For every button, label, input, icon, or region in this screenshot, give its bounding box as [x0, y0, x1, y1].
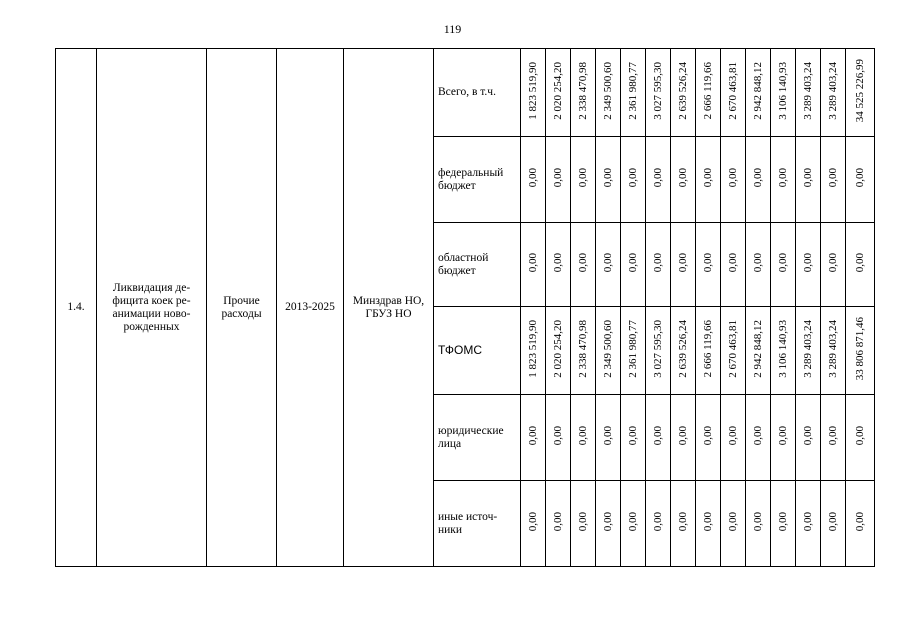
value-cell: 0,00 [571, 137, 596, 223]
value-cell: 0,00 [521, 395, 546, 481]
source-label: областной бюджет [434, 223, 521, 307]
value-cell: 0,00 [621, 137, 646, 223]
source-label: федеральный бюджет [434, 137, 521, 223]
value-cell: 2 020 254,20 [546, 49, 571, 137]
value-cell: 0,00 [821, 223, 846, 307]
value-cell: 0,00 [746, 481, 771, 567]
value-cell: 2 349 500,60 [596, 49, 621, 137]
value-cell: 0,00 [721, 223, 746, 307]
value-cell: 0,00 [696, 223, 721, 307]
activity-name: Ликвидация де-фицита коек ре-анимации ново-рожденных [97, 49, 207, 567]
value-cell: 0,00 [571, 223, 596, 307]
value-cell: 0,00 [671, 395, 696, 481]
value-cell: 0,00 [546, 481, 571, 567]
total-cell: 34 525 226,99 [846, 49, 875, 137]
value-cell: 0,00 [696, 395, 721, 481]
value-cell: 0,00 [571, 395, 596, 481]
value-cell: 0,00 [546, 137, 571, 223]
value-cell: 3 289 403,24 [821, 49, 846, 137]
expense-type: Прочие расходы [207, 49, 277, 567]
value-cell: 0,00 [521, 137, 546, 223]
value-cell: 0,00 [796, 481, 821, 567]
value-cell: 3 106 140,93 [771, 307, 796, 395]
value-cell: 0,00 [596, 223, 621, 307]
value-cell: 2 338 470,98 [571, 307, 596, 395]
value-cell: 2 338 470,98 [571, 49, 596, 137]
value-cell: 2 942 848,12 [746, 307, 771, 395]
value-cell: 2 670 463,81 [721, 307, 746, 395]
value-cell: 0,00 [671, 481, 696, 567]
source-label: Всего, в т.ч. [434, 49, 521, 137]
page-number: 119 [443, 22, 462, 36]
total-cell: 33 806 871,46 [846, 307, 875, 395]
value-cell: 0,00 [746, 137, 771, 223]
value-cell: 0,00 [771, 481, 796, 567]
value-cell: 3 289 403,24 [821, 307, 846, 395]
value-cell: 0,00 [771, 395, 796, 481]
value-cell: 0,00 [546, 223, 571, 307]
value-cell: 2 361 980,77 [621, 307, 646, 395]
value-cell: 0,00 [771, 223, 796, 307]
value-cell: 3 106 140,93 [771, 49, 796, 137]
value-cell: 2 942 848,12 [746, 49, 771, 137]
value-cell: 1 823 519,90 [521, 49, 546, 137]
value-cell: 0,00 [621, 223, 646, 307]
source-label: юридические лица [434, 395, 521, 481]
value-cell: 0,00 [821, 481, 846, 567]
value-cell: 2 349 500,60 [596, 307, 621, 395]
value-cell: 0,00 [546, 395, 571, 481]
value-cell: 0,00 [646, 223, 671, 307]
value-cell: 0,00 [596, 481, 621, 567]
value-cell: 0,00 [746, 395, 771, 481]
value-cell: 0,00 [521, 481, 546, 567]
value-cell: 0,00 [621, 395, 646, 481]
source-label: иные источ-ники [434, 481, 521, 567]
value-cell: 0,00 [796, 137, 821, 223]
value-cell: 0,00 [721, 481, 746, 567]
value-cell: 2 639 526,24 [671, 49, 696, 137]
value-cell: 2 361 980,77 [621, 49, 646, 137]
value-cell: 0,00 [696, 481, 721, 567]
value-cell: 0,00 [796, 395, 821, 481]
value-cell: 0,00 [596, 395, 621, 481]
value-cell: 0,00 [821, 137, 846, 223]
value-cell: 3 027 595,30 [646, 307, 671, 395]
total-cell: 0,00 [846, 395, 875, 481]
value-cell: 1 823 519,90 [521, 307, 546, 395]
value-cell: 0,00 [521, 223, 546, 307]
value-cell: 0,00 [671, 137, 696, 223]
budget-table-body [56, 49, 875, 567]
source-label: ТФОМС [434, 307, 521, 395]
value-cell: 0,00 [646, 395, 671, 481]
row-number: 1.4. [56, 49, 97, 567]
total-cell: 0,00 [846, 223, 875, 307]
value-cell: 0,00 [721, 137, 746, 223]
period: 2013-2025 [277, 49, 344, 567]
value-cell: 0,00 [721, 395, 746, 481]
value-cell: 0,00 [596, 137, 621, 223]
value-cell: 2 639 526,24 [671, 307, 696, 395]
value-cell: 0,00 [646, 481, 671, 567]
value-cell: 0,00 [746, 223, 771, 307]
value-cell: 0,00 [671, 223, 696, 307]
value-cell: 3 289 403,24 [796, 49, 821, 137]
table-row [56, 49, 875, 137]
executor: Минздрав НО, ГБУЗ НО [344, 49, 434, 567]
total-cell: 0,00 [846, 481, 875, 567]
budget-table [55, 48, 875, 567]
value-cell: 2 020 254,20 [546, 307, 571, 395]
value-cell: 0,00 [771, 137, 796, 223]
value-cell: 0,00 [621, 481, 646, 567]
value-cell: 0,00 [696, 137, 721, 223]
value-cell: 0,00 [796, 223, 821, 307]
value-cell: 0,00 [571, 481, 596, 567]
value-cell: 3 027 595,30 [646, 49, 671, 137]
value-cell: 0,00 [821, 395, 846, 481]
value-cell: 2 670 463,81 [721, 49, 746, 137]
value-cell: 2 666 119,66 [696, 307, 721, 395]
value-cell: 0,00 [646, 137, 671, 223]
value-cell: 3 289 403,24 [796, 307, 821, 395]
value-cell: 2 666 119,66 [696, 49, 721, 137]
total-cell: 0,00 [846, 137, 875, 223]
